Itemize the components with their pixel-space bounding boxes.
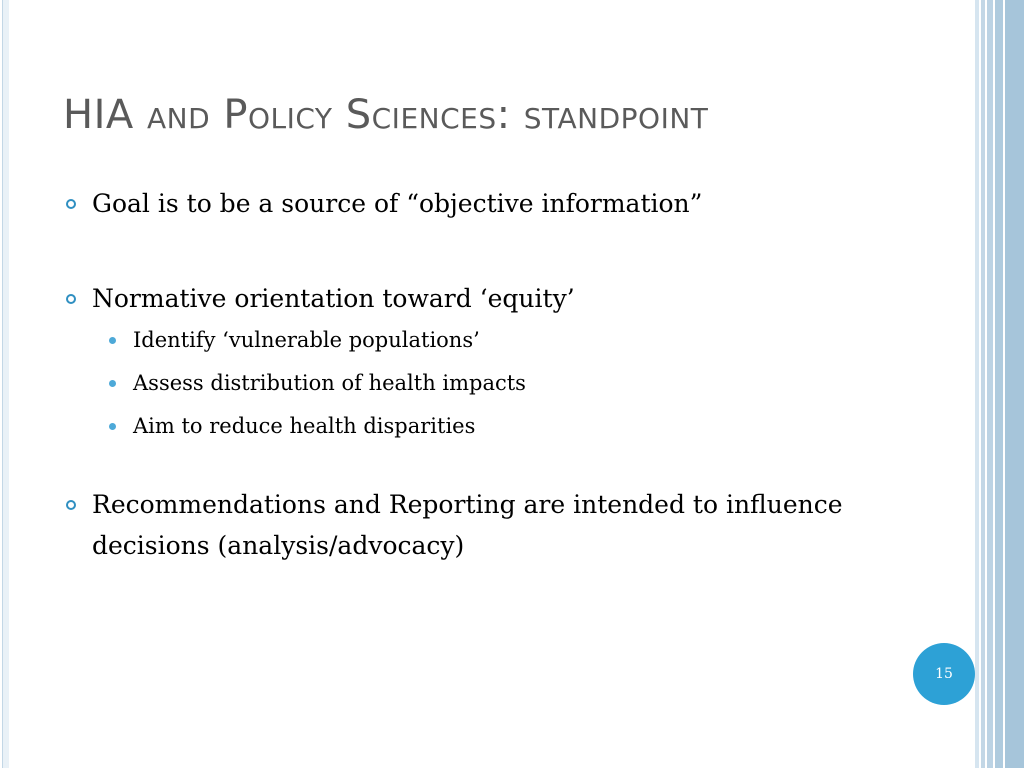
bullet-dot-icon (109, 337, 116, 344)
spacer (62, 224, 942, 278)
bullet-ring-icon (66, 199, 76, 209)
bullet-text: Normative orientation toward ‘equity’ (92, 284, 575, 313)
bullet-dot-icon (109, 423, 116, 430)
title-lead: HIA (63, 92, 134, 138)
bullet-text: Goal is to be a source of “objective information” (92, 189, 703, 218)
bullet-item (62, 183, 942, 224)
left-border-decoration (0, 0, 9, 768)
bullet-item (62, 278, 942, 319)
bullet-ring-icon (66, 294, 76, 304)
sub-bullet-item (62, 319, 942, 362)
bullet-dot-icon (109, 380, 116, 387)
right-border-decoration (974, 0, 1024, 768)
sub-bullet-text: Identify ‘vulnerable populations’ (133, 328, 480, 352)
sub-bullet-text: Aim to reduce health disparities (133, 414, 476, 438)
title-rest: and Policy Sciences: standpoint (146, 92, 709, 138)
sub-bullet-item (62, 362, 942, 405)
slide-content (62, 183, 942, 566)
bullet-text: Recommendations and Reporting are intended to influence decisions (analysis/advocacy) (92, 490, 843, 560)
page-number-badge (913, 643, 975, 705)
sub-bullet-text: Assess distribution of health impacts (133, 371, 526, 395)
bullet-ring-icon (66, 500, 76, 510)
bullet-item (62, 484, 942, 566)
slide-title (63, 92, 708, 138)
spacer (62, 448, 942, 484)
sub-bullet-item (62, 405, 942, 448)
page-number: 15 (935, 666, 953, 682)
